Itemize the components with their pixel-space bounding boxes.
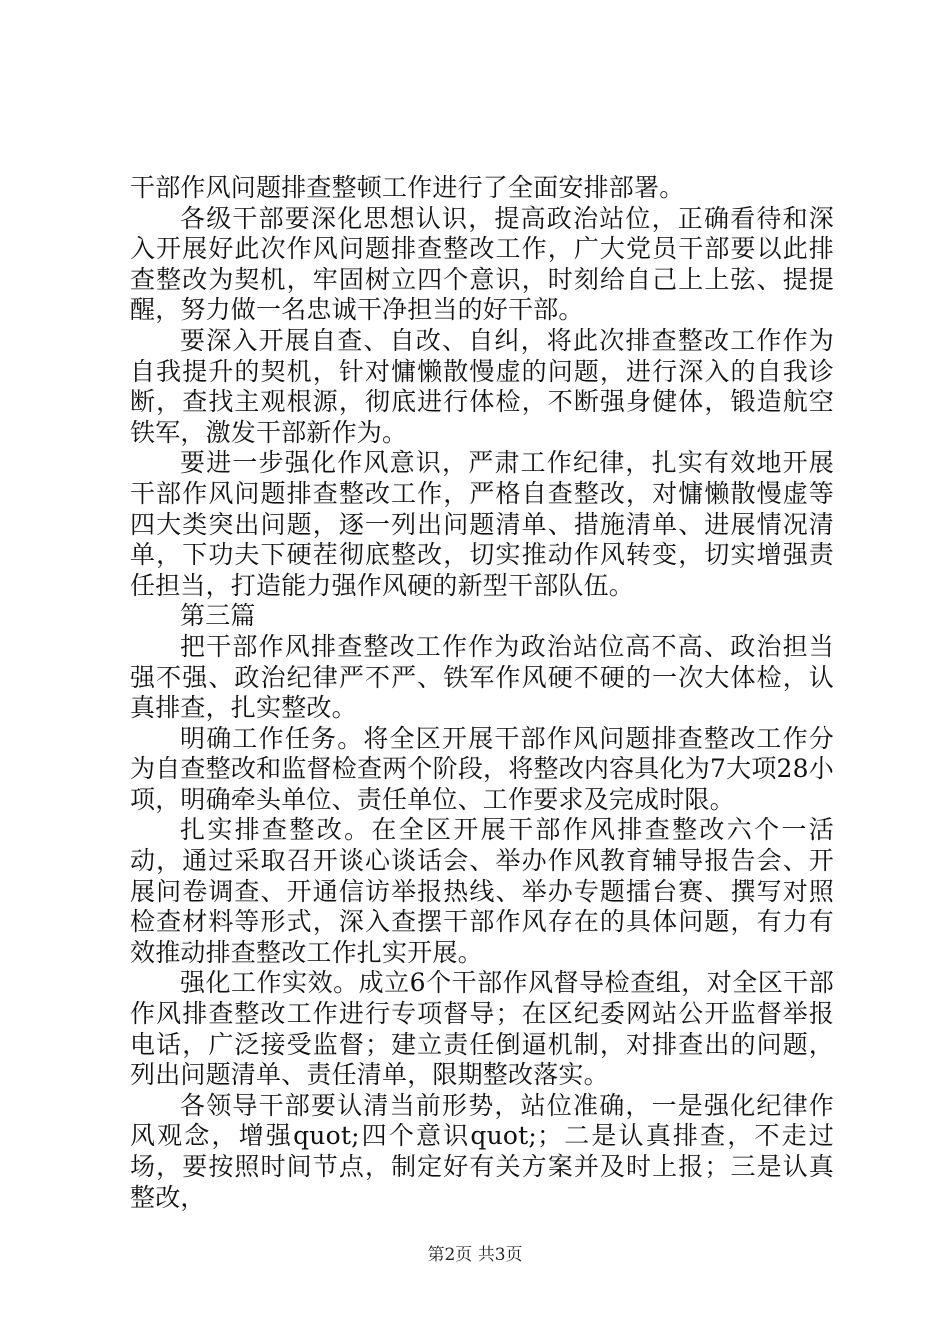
document-body	[130, 173, 834, 1213]
paragraph: 把干部作风排查整改工作作为政治站位高不高、政治担当强不强、政治纪律严不严、铁军作风硬不硬的一次大体检，认真排查，扎实整改。	[130, 631, 834, 723]
paragraph-continuation: 干部作风问题排查整顿工作进行了全面安排部署。	[130, 173, 685, 202]
paragraph: 强化工作实效。成立6个干部作风督导检查组，对全区干部作风排查整改工作进行专项督导；在区纪委网站公开监督举报电话，广泛接受监督；建立责任倒逼机制，对排查出的问题，列出问题清单、责任清单，限期整改落实。	[130, 968, 834, 1090]
paragraph: 明确工作任务。将全区开展干部作风问题排查整改工作分为自查整改和监督检查两个阶段，将整改内容具化为7大项28小项，明确牵头单位、责任单位、工作要求及完成时限。	[130, 723, 834, 814]
paragraph: 要进一步强化作风意识，严肃工作纪律，扎实有效地开展干部作风问题排查整改工作，严格自查整改，对慵懒散慢虚等四大类突出问题，逐一列出问题清单、措施清单、进展情况清单，下功夫下硬茬彻底整改，切实推动作风转变，切实增强责任担当，打造能力强作风硬的新型干部队伍。	[130, 448, 834, 600]
paragraph: 要深入开展自查、自改、自纠，将此次排查整改工作作为自我提升的契机，针对慵懒散慢虚的问题，进行深入的自我诊断，查找主观根源，彻底进行体检，不断强身健体，锻造航空铁军，激发干部新作为。	[130, 325, 834, 447]
section-heading: 第三篇	[180, 601, 256, 631]
page-footer: 第2页 共3页	[427, 1245, 523, 1265]
paragraph: 各领导干部要认清当前形势，站位准确，一是强化纪律作风观念，增强quot;四个意识quot;；二是认真排查，不走过场，要按照时间节点，制定好有关方案并及时上报；三是认真整改，	[130, 1090, 834, 1212]
paragraph: 各级干部要深化思想认识，提高政治站位，正确看待和深入开展好此次作风问题排查整改工作，广大党员干部要以此排查整改为契机，牢固树立四个意识，时刻给自己上上弦、提提醒，努力做一名忠诚干净担当的好干部。	[130, 203, 834, 325]
paragraph: 扎实排查整改。在全区开展干部作风排查整改六个一活动，通过采取召开谈心谈话会、举办作风教育辅导报告会、开展问卷调查、开通信访举报热线、举办专题擂台赛、撰写对照检查材料等形式，深入查摆干部作风存在的具体问题，有力有效推动排查整改工作扎实开展。	[130, 815, 834, 967]
